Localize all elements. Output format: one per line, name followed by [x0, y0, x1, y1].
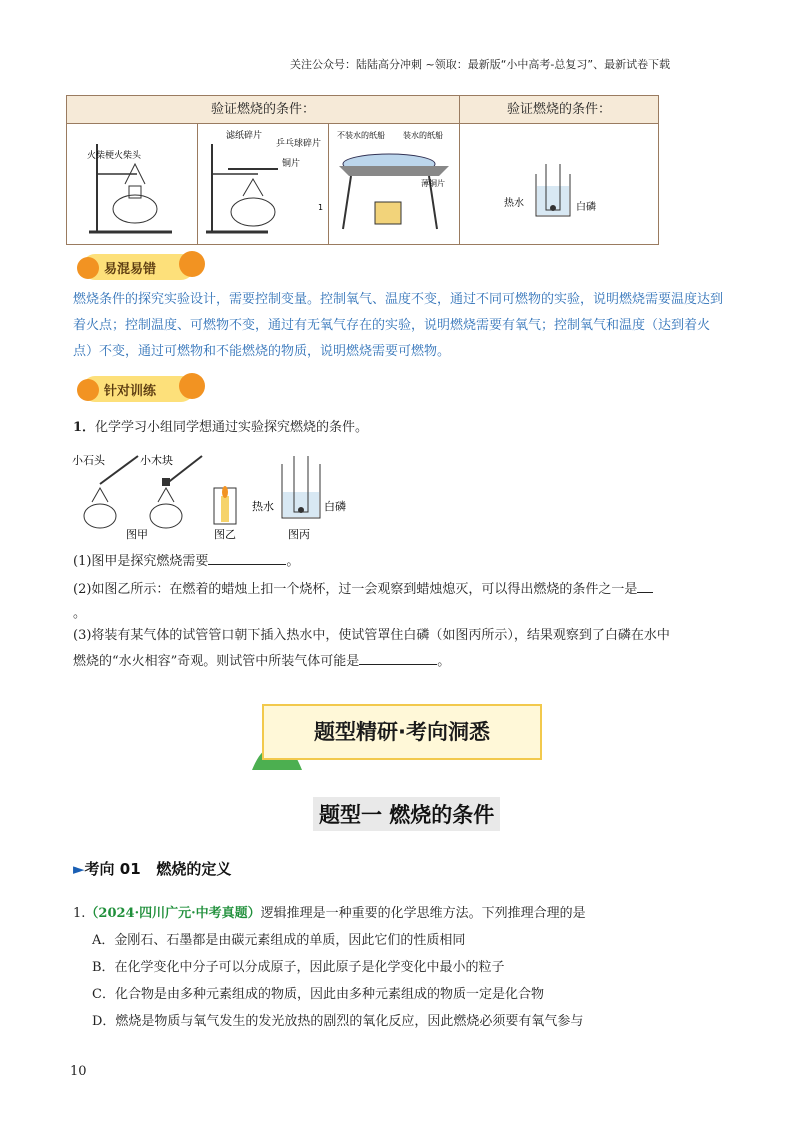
white-phosphorus-figure: [460, 124, 658, 240]
option-c[interactable]: C．化合物是由多种元素组成的物质，因此由多种元素组成的物质一定是化合物: [92, 987, 544, 1002]
option-b[interactable]: B．在化学变化中分子可以分成原子，因此原子是化学变化中最小的粒子: [92, 960, 505, 975]
exam-question-number: 1.: [73, 906, 86, 921]
figure-phosphorus-cell: [460, 124, 659, 245]
type-banner-title: 题型精研·考向洞悉: [314, 720, 490, 744]
sub1-end: 。: [286, 554, 300, 569]
paper-boat-figure: [329, 124, 459, 240]
sub3-text: 燃烧的“水火相容”奇观。则试管中所装气体可能是: [73, 654, 360, 669]
answer-blank-2[interactable]: [637, 580, 653, 593]
caption-jia: 图甲: [126, 528, 148, 541]
subquestion-3-line1: (3)将装有某气体的试管管口朝下插入热水中，使试管罩住白磷（如图丙所示），结果观察到了白磷在水中: [73, 628, 670, 643]
figure-boat-cell: [329, 124, 460, 245]
fig-label-wood: 小木块: [140, 454, 173, 467]
option-d[interactable]: D．燃烧是物质与氧气发生的发光放热的剧烈的氧化反应，因此燃烧必须要有氧气参与: [92, 1014, 584, 1029]
question-text: 化学学习小组同学想通过实验探究燃烧的条件。: [95, 420, 369, 435]
subquestion-1: [73, 550, 299, 574]
fig4-label-water: 热水: [504, 198, 524, 209]
exam-question-source: （2024·四川广元·中考真题）: [85, 906, 261, 921]
experiment-table: [66, 95, 659, 245]
sub2-end: 。: [73, 606, 87, 621]
fig2-label-pingpong: 乒乓球碎片: [276, 139, 322, 149]
tag-banner-training: [74, 370, 214, 408]
tag-training-label: 针对训练: [104, 384, 157, 399]
type-section-title: 题型一 燃烧的条件: [313, 797, 500, 831]
caption-yi: 图乙: [214, 528, 236, 541]
tag-mixed-label: 易混易错: [104, 262, 157, 277]
direction-label: 考向 01: [84, 860, 141, 878]
exam-question-text: 逻辑推理是一种重要的化学思维方法。下列推理合理的是: [260, 906, 586, 921]
tag-banner-mixed: [74, 248, 214, 286]
pieces-apparatus-figure: [198, 124, 328, 240]
mixed-errors-paragraph: 燃烧条件的探究实验设计，需要控制变量。控制氧气、温度不变，通过不同可燃物的实验，说明燃烧需要温度达到着火点；控制温度、可燃物不变，通过有无氧气存在的实验，说明燃烧需要有氧气；控制氧气和温度（达到着火点）不变，通过可燃物和不能燃烧的物质，说明燃烧需要可燃物。: [73, 292, 724, 359]
sub3-end: 。: [437, 654, 451, 669]
fig-label-water: 热水: [252, 500, 274, 513]
fig3-label-copper: 薄铜片: [421, 179, 445, 188]
figure-match-cell: [67, 124, 198, 245]
subquestion-3-line2: [73, 650, 450, 674]
fig3-label-empty: 不装水的纸船: [337, 131, 385, 140]
fig2-mark: 1: [318, 203, 324, 212]
option-a[interactable]: A．金刚石、石墨都是由碳元素组成的单质，因此它们的性质相同: [92, 933, 466, 948]
question-number: 1．: [73, 420, 96, 435]
orange-icon: [179, 251, 205, 277]
exam-question-stem: [73, 902, 586, 926]
sub2-text: (2)如图乙所示：在燃着的蜡烛上扣一个烧杯，过一会观察到蜡烛熄灭，可以得出燃烧的条件之一是: [73, 582, 638, 597]
header-note: 关注公众号：陆陆高分冲刺 ~领取：最新版“小中高考-总复习”、最新试卷下载: [290, 58, 671, 71]
table-head-left: 验证燃烧的条件：: [67, 96, 460, 124]
caption-bing: 图丙: [288, 528, 310, 541]
fig-label-phos: 白磷: [324, 500, 346, 513]
match-apparatus-figure: [67, 124, 197, 240]
type-banner: [262, 704, 542, 760]
fig-label-stone: 小石头: [72, 454, 105, 467]
training-question: [73, 416, 368, 440]
table-head-right: 验证燃烧的条件：: [460, 96, 659, 124]
fig4-label-phos: 白磷: [576, 202, 596, 213]
triangle-icon: ►: [73, 860, 85, 878]
answer-blank-3[interactable]: [359, 652, 437, 665]
orange-icon: [179, 373, 205, 399]
figure-pieces-cell: [198, 124, 329, 245]
direction-title: 燃烧的定义: [156, 860, 232, 878]
direction-heading: [73, 858, 231, 879]
orange-icon: [77, 257, 99, 279]
training-figures: [70, 448, 360, 544]
fig2-label-copper: 铜片: [282, 159, 301, 169]
answer-blank-1[interactable]: [208, 552, 286, 565]
fig1-label: 火柴梗火柴头: [87, 151, 142, 161]
subquestion-2: [73, 578, 723, 626]
fig2-label-paper: 滤纸碎片: [226, 131, 263, 141]
page-number: 10: [70, 1064, 87, 1079]
fig3-label-water: 装水的纸船: [403, 131, 443, 140]
sub1-text: (1)图甲是探究燃烧需要: [73, 554, 209, 569]
orange-icon: [77, 379, 99, 401]
